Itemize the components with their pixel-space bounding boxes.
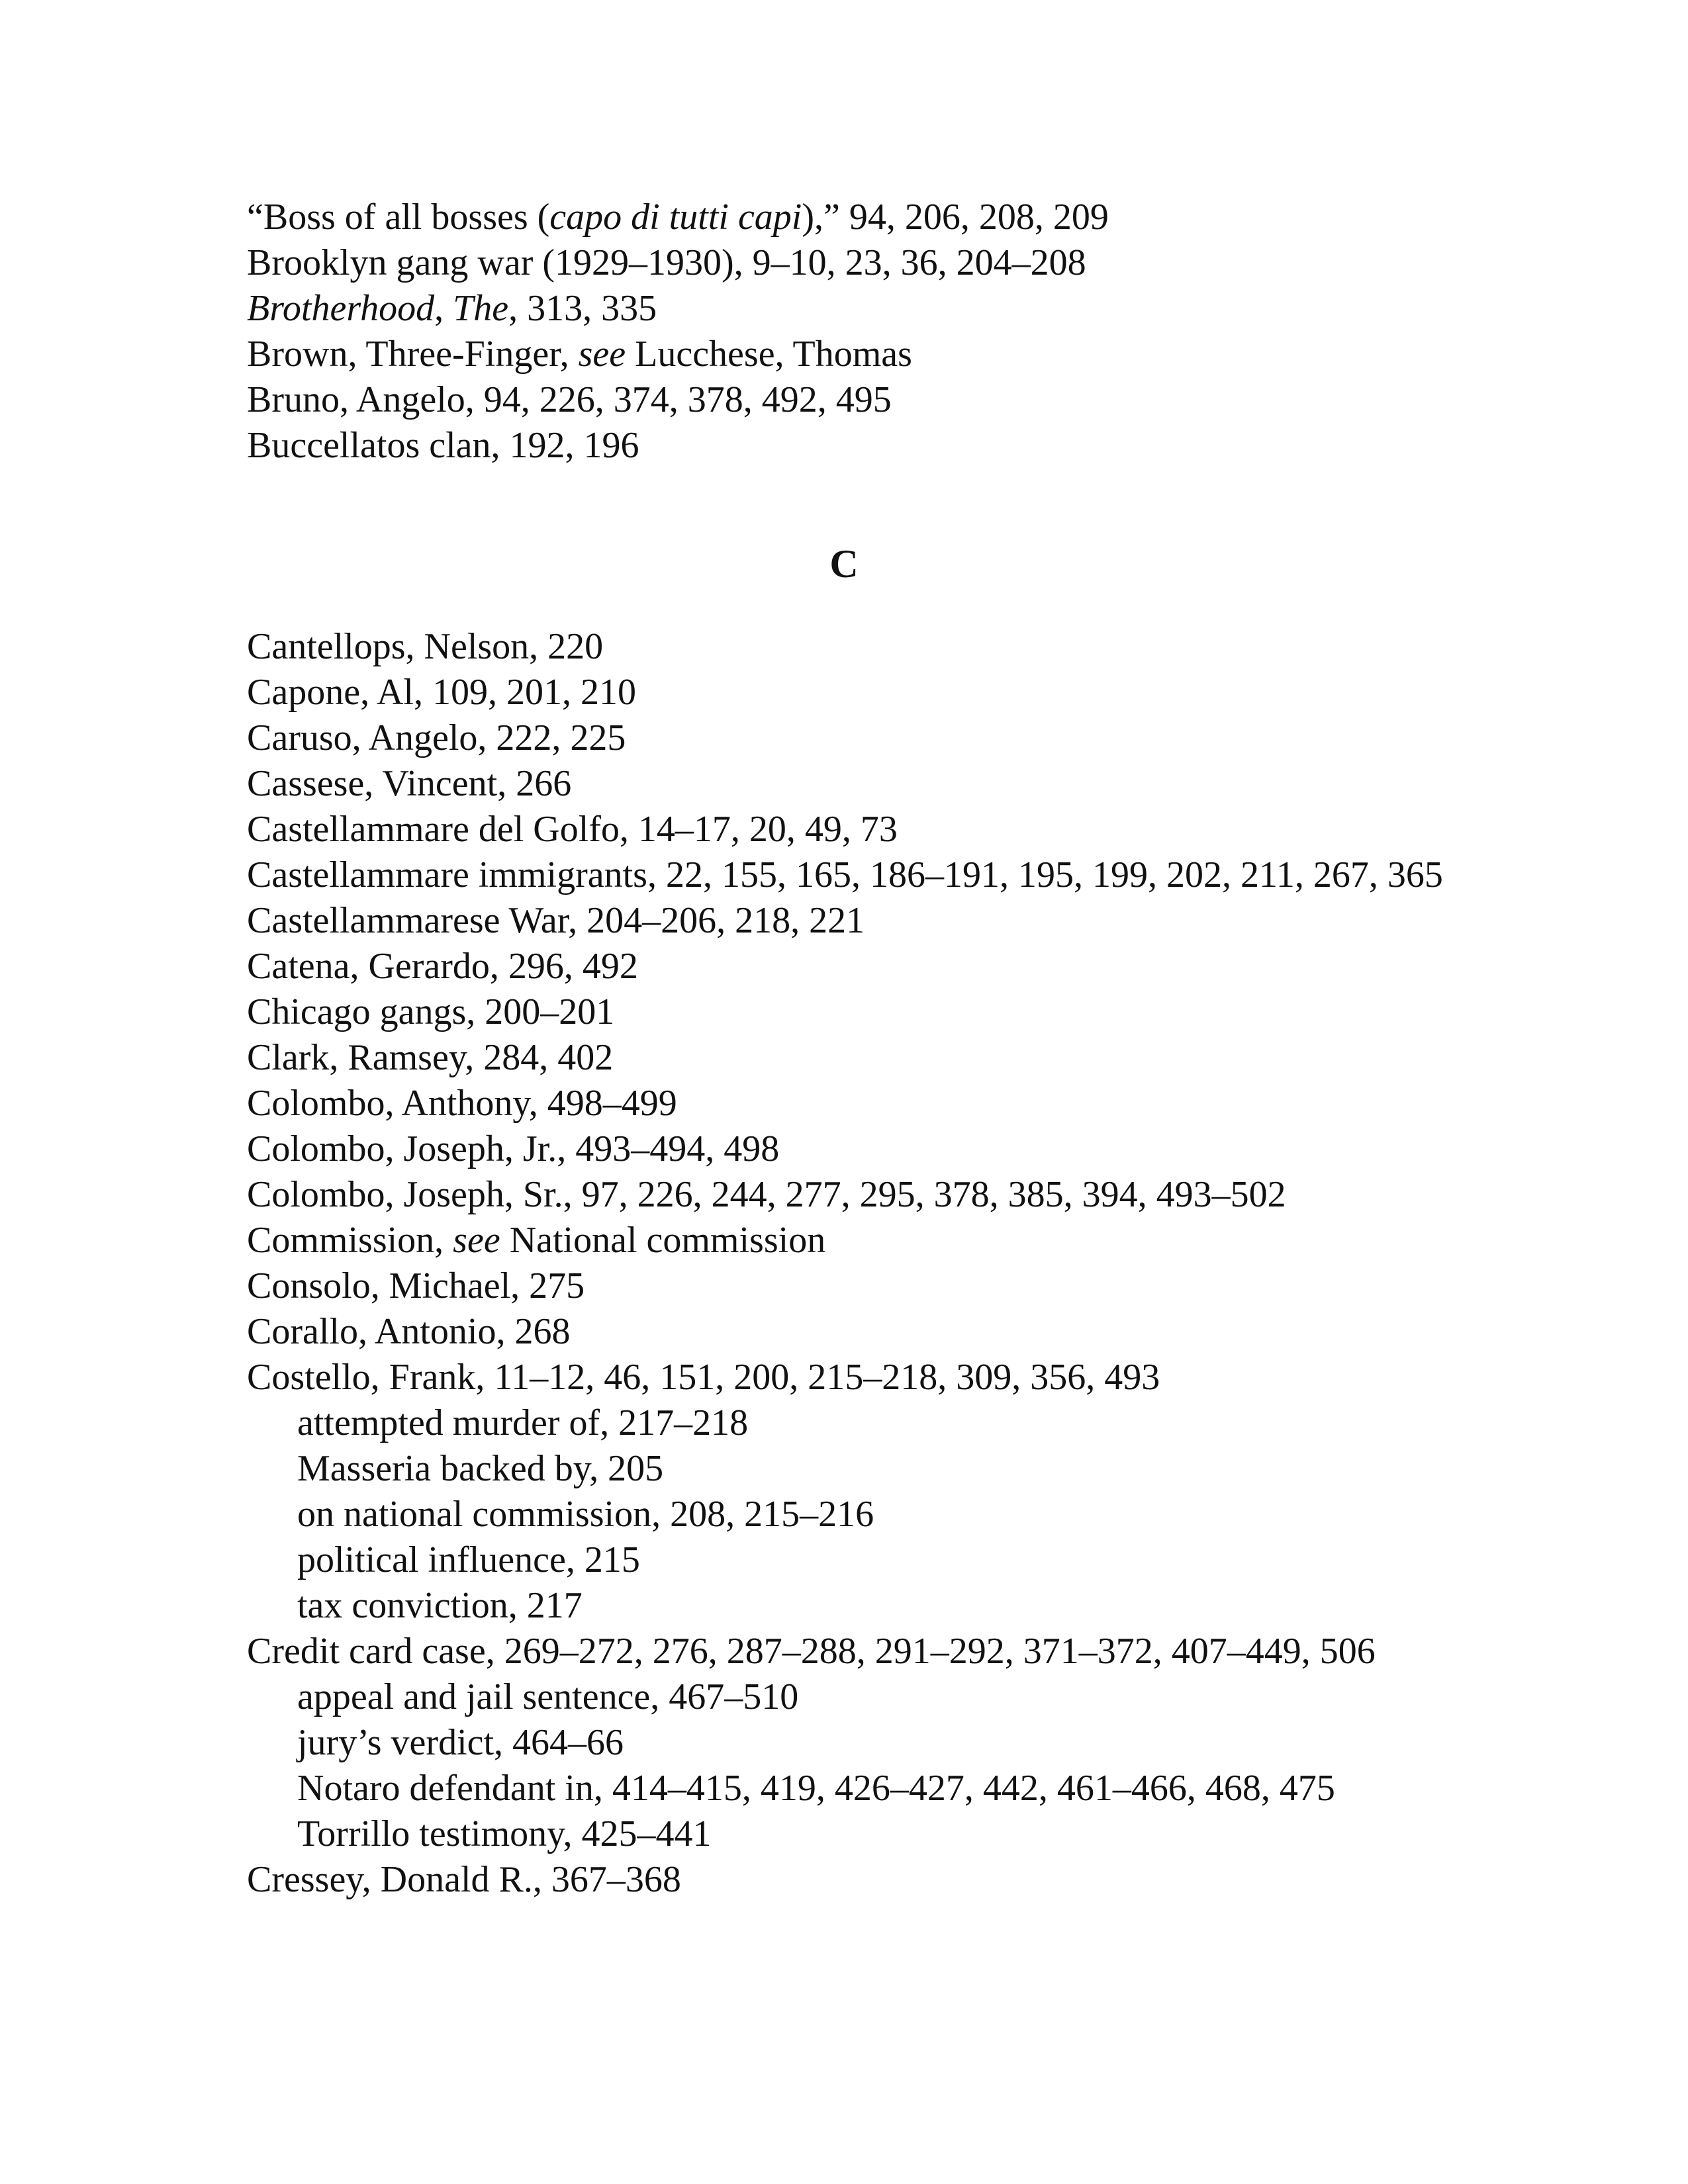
index-entry-costello: Costello, Frank, 11–12, 46, 151, 200, 215–218, 309, 356, 493 xyxy=(247,1357,1160,1398)
index-entry-castellammarese-war: Castellammarese War, 204–206, 218, 221 xyxy=(247,900,865,941)
index-entry-brotherhood xyxy=(247,286,1491,332)
index-entry-cressey: Cressey, Donald R., 367–368 xyxy=(247,1859,681,1900)
section-heading-c: C xyxy=(829,542,859,586)
index-entry-colombo-anthony: Colombo, Anthony, 498–499 xyxy=(247,1083,677,1124)
index-subentry-costello-national-commission: on national commission, 208, 215–216 xyxy=(297,1494,874,1535)
index-entry-clark: Clark, Ramsey, 284, 402 xyxy=(247,1037,614,1078)
index-entry-castellammare-del-golfo: Castellammare del Golfo, 14–17, 20, 49, 73 xyxy=(247,809,898,850)
index-entry-brooklyn-gang-war: Brooklyn gang war (1929–1930), 9–10, 23, 36, 204–208 xyxy=(247,242,1086,283)
index-entry-consolo: Consolo, Michael, 275 xyxy=(247,1265,585,1306)
index-entry-caruso: Caruso, Angelo, 222, 225 xyxy=(247,717,626,758)
entry-italic-text: capo di tutti capi xyxy=(549,197,802,238)
index-entry-colombo-joseph-sr: Colombo, Joseph, Sr., 97, 226, 244, 277, 295, 378, 385, 394, 493–502 xyxy=(247,1174,1286,1215)
index-entry-credit-card-case: Credit card case, 269–272, 276, 287–288, 291–292, 371–372, 407–449, 506 xyxy=(247,1631,1376,1672)
entry-italic-title: Brotherhood xyxy=(247,288,435,329)
index-section-c xyxy=(247,624,1491,1903)
index-section-b xyxy=(247,195,1491,469)
entry-text: Commission, xyxy=(247,1220,453,1261)
index-entry-bruno-angelo: Bruno, Angelo, 94, 226, 374, 378, 492, 495 xyxy=(247,379,892,420)
index-subentry-costello-masseria: Masseria backed by, 205 xyxy=(297,1448,664,1489)
index-subentry-costello-attempted-murder: attempted murder of, 217–218 xyxy=(297,1402,749,1443)
index-entry-brown-three-finger xyxy=(247,332,1491,377)
index-entry-corallo: Corallo, Antonio, 268 xyxy=(247,1311,571,1352)
entry-cross-reference: National commission xyxy=(500,1220,826,1261)
entry-text: Brown, Three-Finger, xyxy=(247,334,579,375)
index-entry-commission xyxy=(247,1218,1491,1263)
index-entry-colombo-joseph-jr: Colombo, Joseph, Jr., 493–494, 498 xyxy=(247,1128,780,1169)
index-subentry-credit-card-appeal: appeal and jail sentence, 467–510 xyxy=(297,1676,799,1717)
index-entry-capone: Capone, Al, 109, 201, 210 xyxy=(247,672,636,713)
entry-text: “Boss of all bosses ( xyxy=(247,197,550,238)
index-subentry-credit-card-verdict: jury’s verdict, 464–66 xyxy=(297,1722,624,1763)
entry-see-reference: see xyxy=(453,1220,500,1261)
index-entry-cassese: Cassese, Vincent, 266 xyxy=(247,763,572,804)
entry-separator: , xyxy=(434,288,453,329)
index-entry-cantellops: Cantellops, Nelson, 220 xyxy=(247,626,604,667)
entry-pages: ),” 94, 206, 208, 209 xyxy=(802,197,1109,238)
index-entry-chicago-gangs: Chicago gangs, 200–201 xyxy=(247,991,615,1032)
index-subentry-costello-tax-conviction: tax conviction, 217 xyxy=(297,1585,583,1626)
entry-italic-article: The xyxy=(453,288,509,329)
index-entry-boss-of-all-bosses xyxy=(247,195,1491,240)
index-entry-catena: Catena, Gerardo, 296, 492 xyxy=(247,946,638,987)
entry-pages: , 313, 335 xyxy=(508,288,657,329)
index-subentry-costello-political-influence: political influence, 215 xyxy=(297,1539,640,1580)
index-subentry-credit-card-notaro: Notaro defendant in, 414–415, 419, 426–427, 442, 461–466, 468, 475 xyxy=(297,1768,1335,1809)
index-subentry-credit-card-torrillo: Torrillo testimony, 425–441 xyxy=(297,1813,712,1854)
index-entry-castellammare-immigrants: Castellammare immigrants, 22, 155, 165, 186–191, 195, 199, 202, 211, 267, 365 xyxy=(247,854,1443,895)
index-entry-buccellatos-clan: Buccellatos clan, 192, 196 xyxy=(247,425,639,466)
entry-cross-reference: Lucchese, Thomas xyxy=(626,334,912,375)
entry-see-reference: see xyxy=(578,334,626,375)
